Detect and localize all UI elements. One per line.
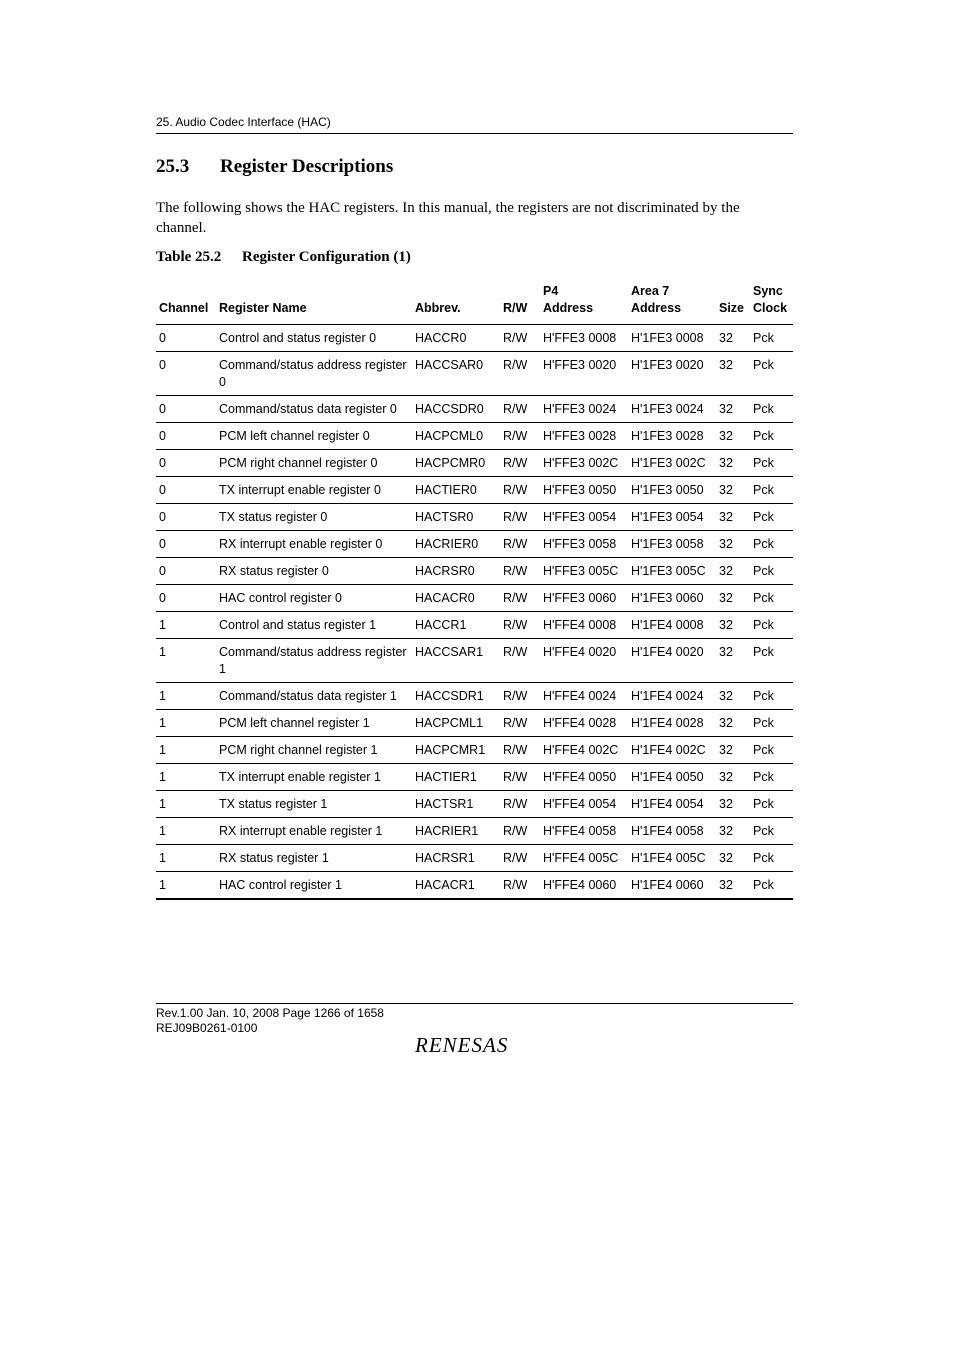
table-row [156,423,793,450]
cell-channel: 0 [156,450,216,477]
cell-size: 32 [716,325,750,352]
table-row [156,872,793,900]
cell-abbrev: HACCR1 [412,612,500,639]
cell-channel: 1 [156,764,216,791]
cell-p4-address: H'FFE4 005C [540,845,628,872]
cell-register-name: PCM left channel register 0 [216,423,412,450]
cell-register-name: RX interrupt enable register 0 [216,531,412,558]
cell-area7-address: H'1FE3 0058 [628,531,716,558]
cell-size: 32 [716,477,750,504]
cell-area7-address: H'1FE4 0028 [628,710,716,737]
cell-channel: 0 [156,325,216,352]
cell-abbrev: HACPCML1 [412,710,500,737]
cell-sync-clock: Pck [750,872,793,900]
cell-rw: R/W [500,639,540,683]
cell-register-name: Control and status register 1 [216,612,412,639]
cell-p4-address: H'FFE3 0050 [540,477,628,504]
cell-sync-clock: Pck [750,531,793,558]
cell-register-name: Command/status address register 0 [216,352,412,396]
cell-p4-address: H'FFE3 002C [540,450,628,477]
cell-sync-clock: Pck [750,585,793,612]
cell-rw: R/W [500,845,540,872]
table-row [156,845,793,872]
register-table [156,283,793,900]
cell-abbrev: HACTIER0 [412,477,500,504]
cell-abbrev: HACRIER1 [412,818,500,845]
table-row [156,352,793,396]
cell-p4-address: H'FFE4 002C [540,737,628,764]
cell-channel: 1 [156,845,216,872]
cell-channel: 1 [156,737,216,764]
header-area7-address: Area 7 Address [628,283,716,325]
footer-rule [156,1003,793,1004]
table-title: Register Configuration (1) [242,249,411,265]
cell-channel: 0 [156,352,216,396]
cell-register-name: RX status register 1 [216,845,412,872]
cell-register-name: HAC control register 0 [216,585,412,612]
cell-rw: R/W [500,872,540,900]
cell-abbrev: HACACR0 [412,585,500,612]
cell-register-name: Control and status register 0 [216,325,412,352]
cell-register-name: PCM right channel register 1 [216,737,412,764]
cell-p4-address: H'FFE4 0060 [540,872,628,900]
cell-p4-address: H'FFE4 0020 [540,639,628,683]
cell-size: 32 [716,737,750,764]
cell-size: 32 [716,585,750,612]
cell-p4-address: H'FFE3 0008 [540,325,628,352]
header-abbrev: Abbrev. [412,283,500,325]
cell-area7-address: H'1FE4 0020 [628,639,716,683]
cell-size: 32 [716,818,750,845]
cell-size: 32 [716,764,750,791]
cell-sync-clock: Pck [750,639,793,683]
cell-abbrev: HACPCMR1 [412,737,500,764]
table-row [156,531,793,558]
table-row [156,396,793,423]
cell-sync-clock: Pck [750,352,793,396]
cell-abbrev: HACTSR0 [412,504,500,531]
table-row [156,612,793,639]
table-row [156,450,793,477]
cell-register-name: Command/status data register 1 [216,683,412,710]
cell-channel: 1 [156,639,216,683]
cell-area7-address: H'1FE3 0050 [628,477,716,504]
cell-size: 32 [716,352,750,396]
cell-sync-clock: Pck [750,477,793,504]
running-header-text: 25. Audio Codec Interface (HAC) [156,115,331,129]
cell-sync-clock: Pck [750,325,793,352]
cell-rw: R/W [500,531,540,558]
cell-area7-address: H'1FE4 0060 [628,872,716,900]
cell-channel: 1 [156,612,216,639]
cell-rw: R/W [500,791,540,818]
cell-area7-address: H'1FE4 0058 [628,818,716,845]
section-title: Register Descriptions [220,156,394,177]
cell-size: 32 [716,504,750,531]
cell-sync-clock: Pck [750,683,793,710]
table-row [156,558,793,585]
cell-rw: R/W [500,764,540,791]
cell-abbrev: HACACR1 [412,872,500,900]
cell-register-name: PCM right channel register 0 [216,450,412,477]
intro-paragraph: The following shows the HAC registers. In this manual, the registers are not discriminated by the channel. [156,200,740,236]
cell-abbrev: HACPCML0 [412,423,500,450]
cell-sync-clock: Pck [750,423,793,450]
cell-rw: R/W [500,423,540,450]
header-p4-address: P4 Address [540,283,628,325]
cell-sync-clock: Pck [750,612,793,639]
cell-area7-address: H'1FE4 0054 [628,791,716,818]
table-row [156,477,793,504]
logo-wordmark: RENESAS [415,1033,509,1057]
cell-abbrev: HACCSDR1 [412,683,500,710]
table-caption [156,249,411,266]
cell-area7-address: H'1FE4 0008 [628,612,716,639]
cell-sync-clock: Pck [750,396,793,423]
cell-size: 32 [716,683,750,710]
cell-channel: 1 [156,872,216,900]
cell-size: 32 [716,531,750,558]
table-row [156,585,793,612]
header-register-name: Register Name [216,283,412,325]
section-number: 25.3 [156,156,190,177]
cell-sync-clock: Pck [750,818,793,845]
cell-rw: R/W [500,504,540,531]
cell-register-name: TX interrupt enable register 0 [216,477,412,504]
cell-abbrev: HACCR0 [412,325,500,352]
cell-register-name: Command/status address register 1 [216,639,412,683]
cell-area7-address: H'1FE3 005C [628,558,716,585]
cell-p4-address: H'FFE3 0020 [540,352,628,396]
cell-size: 32 [716,612,750,639]
running-header [156,115,793,134]
cell-size: 32 [716,450,750,477]
cell-rw: R/W [500,325,540,352]
cell-p4-address: H'FFE4 0050 [540,764,628,791]
cell-area7-address: H'1FE3 0020 [628,352,716,396]
cell-channel: 0 [156,396,216,423]
cell-channel: 1 [156,818,216,845]
cell-area7-address: H'1FE4 0050 [628,764,716,791]
cell-sync-clock: Pck [750,845,793,872]
table-row [156,504,793,531]
cell-rw: R/W [500,585,540,612]
cell-channel: 1 [156,683,216,710]
cell-rw: R/W [500,683,540,710]
header-channel: Channel [156,283,216,325]
cell-abbrev: HACTSR1 [412,791,500,818]
cell-size: 32 [716,396,750,423]
cell-p4-address: H'FFE4 0024 [540,683,628,710]
cell-sync-clock: Pck [750,791,793,818]
cell-rw: R/W [500,477,540,504]
cell-area7-address: H'1FE3 0028 [628,423,716,450]
cell-sync-clock: Pck [750,710,793,737]
cell-abbrev: HACCSDR0 [412,396,500,423]
cell-p4-address: H'FFE3 0058 [540,531,628,558]
cell-size: 32 [716,639,750,683]
cell-abbrev: HACCSAR0 [412,352,500,396]
table-row [156,325,793,352]
table-row [156,791,793,818]
cell-p4-address: H'FFE4 0058 [540,818,628,845]
cell-rw: R/W [500,612,540,639]
table-row [156,737,793,764]
cell-area7-address: H'1FE3 002C [628,450,716,477]
cell-abbrev: HACCSAR1 [412,639,500,683]
cell-sync-clock: Pck [750,558,793,585]
cell-rw: R/W [500,450,540,477]
cell-rw: R/W [500,396,540,423]
cell-abbrev: HACRSR1 [412,845,500,872]
cell-p4-address: H'FFE4 0028 [540,710,628,737]
cell-register-name: TX status register 1 [216,791,412,818]
cell-rw: R/W [500,710,540,737]
cell-register-name: Command/status data register 0 [216,396,412,423]
cell-size: 32 [716,872,750,900]
cell-register-name: RX interrupt enable register 1 [216,818,412,845]
cell-area7-address: H'1FE3 0054 [628,504,716,531]
table-row [156,710,793,737]
cell-size: 32 [716,423,750,450]
cell-p4-address: H'FFE3 005C [540,558,628,585]
cell-size: 32 [716,791,750,818]
cell-register-name: RX status register 0 [216,558,412,585]
cell-register-name: HAC control register 1 [216,872,412,900]
cell-area7-address: H'1FE3 0024 [628,396,716,423]
cell-sync-clock: Pck [750,737,793,764]
table-number: Table 25.2 [156,249,222,265]
cell-area7-address: H'1FE3 0060 [628,585,716,612]
cell-rw: R/W [500,818,540,845]
cell-area7-address: H'1FE4 005C [628,845,716,872]
table-row [156,639,793,683]
cell-channel: 0 [156,531,216,558]
cell-p4-address: H'FFE3 0028 [540,423,628,450]
cell-sync-clock: Pck [750,764,793,791]
cell-channel: 1 [156,710,216,737]
cell-size: 32 [716,710,750,737]
cell-rw: R/W [500,737,540,764]
cell-abbrev: HACRIER0 [412,531,500,558]
cell-register-name: PCM left channel register 1 [216,710,412,737]
header-size: Size [716,283,750,325]
table-row [156,764,793,791]
cell-register-name: TX interrupt enable register 1 [216,764,412,791]
cell-channel: 0 [156,423,216,450]
cell-channel: 0 [156,585,216,612]
cell-abbrev: HACPCMR0 [412,450,500,477]
cell-area7-address: H'1FE3 0008 [628,325,716,352]
cell-channel: 0 [156,477,216,504]
cell-sync-clock: Pck [750,504,793,531]
cell-register-name: TX status register 0 [216,504,412,531]
cell-channel: 1 [156,791,216,818]
table-header-row [156,283,793,325]
cell-size: 32 [716,845,750,872]
header-rw: R/W [500,283,540,325]
cell-p4-address: H'FFE4 0054 [540,791,628,818]
cell-rw: R/W [500,352,540,396]
cell-rw: R/W [500,558,540,585]
cell-size: 32 [716,558,750,585]
cell-p4-address: H'FFE3 0024 [540,396,628,423]
cell-abbrev: HACRSR0 [412,558,500,585]
cell-channel: 0 [156,504,216,531]
cell-p4-address: H'FFE3 0060 [540,585,628,612]
cell-abbrev: HACTIER1 [412,764,500,791]
cell-area7-address: H'1FE4 002C [628,737,716,764]
cell-area7-address: H'1FE4 0024 [628,683,716,710]
renesas-logo [413,1031,533,1059]
cell-p4-address: H'FFE4 0008 [540,612,628,639]
cell-p4-address: H'FFE3 0054 [540,504,628,531]
cell-channel: 0 [156,558,216,585]
section-heading [156,156,393,178]
header-sync-clock: Sync Clock [750,283,793,325]
table-row [156,683,793,710]
table-row [156,818,793,845]
footer-revision: Rev.1.00 Jan. 10, 2008 Page 1266 of 1658 [156,1006,384,1020]
footer-doc-number: REJ09B0261-0100 [156,1021,258,1035]
cell-sync-clock: Pck [750,450,793,477]
